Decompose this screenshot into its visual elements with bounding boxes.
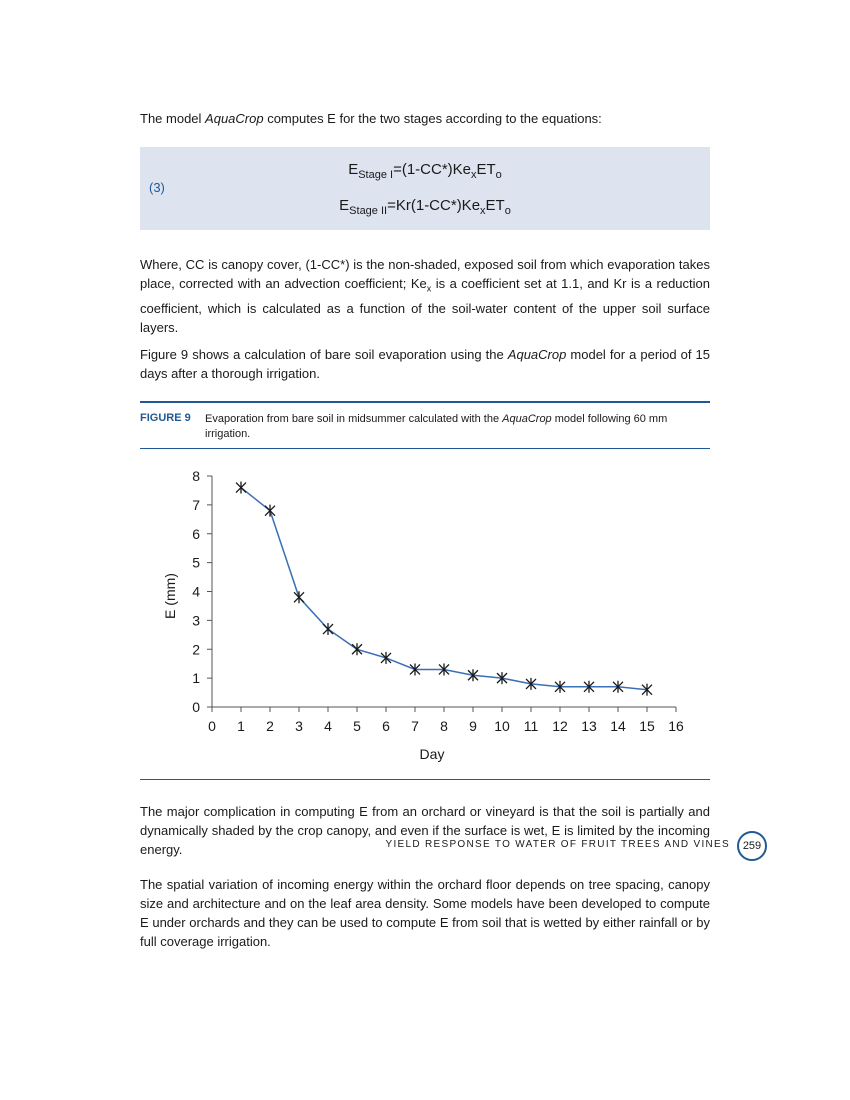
where-text-a: Where, CC is canopy cover, (1-CC*) is the non-shaded, exposed soil from which evaporation takes place, corrected with an advection coefficient; Ke	[140, 257, 710, 291]
data-point-marker	[352, 643, 362, 655]
eq1-lhs-sub: Stage I	[358, 169, 394, 181]
eq1-sub-o: o	[495, 169, 502, 181]
data-point-marker	[236, 482, 246, 494]
where-sub-x: x	[426, 283, 432, 294]
intro-model-name: AquaCrop	[205, 111, 264, 126]
x-tick-label: 9	[469, 718, 477, 734]
eq1-sub-x: x	[471, 169, 477, 181]
x-tick-label: 13	[581, 718, 597, 734]
x-tick-label: 2	[266, 718, 274, 734]
fig-intro-text-b: model for a period of 15 days after a thorough irrigation.	[140, 347, 710, 381]
data-point-marker	[323, 623, 333, 635]
x-tick-label: 3	[295, 718, 303, 734]
y-tick-label: 7	[192, 496, 200, 513]
page-number: 259	[737, 831, 767, 861]
figure-bottom-rule	[140, 779, 710, 780]
x-tick-label: 0	[208, 718, 216, 734]
eq2-lhs: E	[339, 197, 350, 214]
caption-model: AquaCrop	[502, 413, 552, 425]
y-tick-label: 3	[192, 612, 200, 629]
caption-text-a: Evaporation from bare soil in midsummer calculated with the	[205, 413, 503, 425]
where-text-b: is a coefficient set at 1.1, and Kr is a reduction coefficient, which is calculated as a function of the soil-water content of the upper soil surface layers.	[140, 276, 710, 335]
x-tick-label: 4	[324, 718, 332, 734]
x-tick-label: 5	[353, 718, 361, 734]
spatial-paragraph: The spatial variation of incoming energy within the orchard floor depends on tree spacing, canopy size and architecture and on the leaf area density. Some models have been developed to compute E under orchards and they can be used to compute E from soil that is wetted by either rainfall or by full coverage irrigation.	[140, 877, 710, 949]
y-tick-label: 1	[192, 670, 200, 687]
fig-intro-model: AquaCrop	[507, 347, 567, 362]
x-tick-label: 6	[382, 718, 390, 734]
x-tick-label: 8	[440, 718, 448, 734]
footer-title: YIELD RESPONSE TO WATER OF FRUIT TREES AND VINES	[385, 839, 730, 850]
eq2-sub-o: o	[504, 205, 511, 217]
y-tick-label: 4	[192, 583, 200, 600]
data-point-marker	[381, 652, 391, 664]
eq1-rhs-b: ET	[476, 161, 496, 178]
eq2-rhs-a: =Kr(1-CC*)Ke	[387, 197, 481, 214]
fig-intro-text-a: Figure 9 shows a calculation of bare soil evaporation using the	[140, 347, 508, 362]
x-tick-label: 15	[639, 718, 655, 734]
y-tick-label: 5	[192, 554, 200, 571]
x-tick-label: 10	[494, 718, 510, 734]
caption-text-b: model following 60 mm irrigation.	[205, 413, 668, 440]
x-tick-label: 7	[411, 718, 419, 734]
x-tick-label: 1	[237, 718, 245, 734]
intro-text-b: computes E for the two stages according to the equations:	[263, 111, 602, 126]
y-tick-label: 6	[192, 525, 200, 542]
x-axis-label: Day	[419, 746, 445, 762]
eq1-lhs: E	[348, 161, 359, 178]
data-point-marker	[265, 505, 275, 517]
y-tick-label: 8	[192, 468, 200, 484]
eq2-sub-x: x	[480, 205, 486, 217]
y-tick-label: 2	[192, 641, 200, 658]
x-tick-label: 12	[552, 718, 568, 734]
eq2-lhs-sub: Stage II	[349, 205, 388, 217]
figure-label: FIGURE 9	[140, 412, 191, 424]
x-tick-label: 14	[610, 718, 626, 734]
eq1-rhs-a: =(1-CC*)Ke	[393, 161, 471, 178]
x-tick-label: 11	[523, 718, 539, 734]
data-point-marker	[294, 591, 304, 603]
y-tick-label: 0	[192, 699, 200, 715]
eq2-rhs-b: ET	[485, 197, 505, 214]
chart-series	[236, 482, 652, 696]
x-tick-label: 16	[668, 718, 684, 734]
complication-paragraph: The major complication in computing E from an orchard or vineyard is that the soil is partially and dynamically shaded by the crop canopy, and even if the surface is wet, E is limited by the incoming energy.	[140, 804, 710, 857]
series-line	[241, 488, 647, 690]
y-axis-label: E (mm)	[162, 573, 178, 619]
intro-text-a: The model	[140, 111, 206, 126]
equation-number: (3)	[149, 180, 165, 195]
